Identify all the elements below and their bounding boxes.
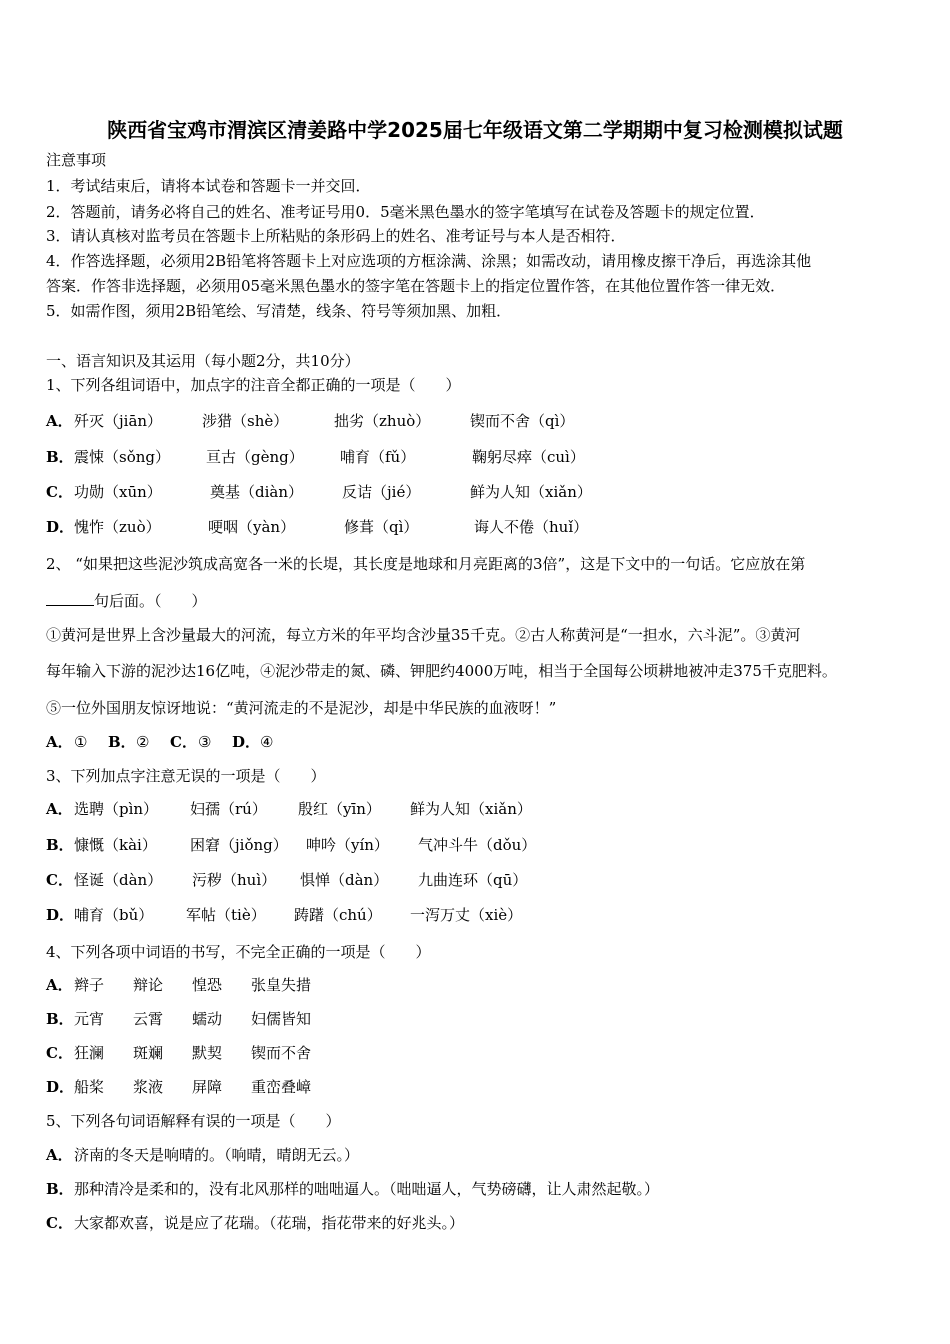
- notice-line: 3．请认真核对监考员在答题卡上所粘贴的条形码上的姓名、准考证号与本人是否相符．: [46, 227, 626, 245]
- section-heading: 一、语言知识及其运用（每小题2分，共10分）: [46, 352, 360, 370]
- option-label: A．: [46, 976, 73, 994]
- option-item: 妇儒皆知: [251, 1010, 312, 1028]
- option-item: 修葺（qì）: [344, 518, 419, 536]
- question-2-stem-cont: [46, 591, 207, 611]
- option-label: D．: [46, 906, 75, 924]
- option-item: 蠕动: [192, 1010, 223, 1028]
- notice-line: 5．如需作图，须用2B铅笔绘、写清楚，线条、符号等须加黑、加粗．: [46, 302, 512, 320]
- option-item: 震悚（sǒng）: [74, 448, 170, 466]
- question-5-stem: 5、下列各句词语解释有误的一项是（ ）: [46, 1112, 341, 1130]
- question-4-stem: 4、下列各项中词语的书写，不完全正确的一项是（ ）: [46, 943, 431, 961]
- option-item: 九曲连环（qū）: [418, 871, 528, 889]
- option-item: 诲人不倦（huǐ）: [474, 518, 589, 536]
- option-item: 涉猎（shè）: [202, 412, 289, 430]
- question-2-passage: 每年输入下游的泥沙达16亿吨，④泥沙带走的氮、磷、钾肥约4000万吨，相当于全国每公顷耕地被冲走375千克肥料。: [46, 662, 837, 680]
- option-label: A．: [46, 412, 73, 430]
- option-label: B．: [46, 1180, 74, 1198]
- option-item: 慷慨（kài）: [74, 836, 157, 854]
- option-item: 困窘（jiǒng）: [190, 836, 288, 854]
- option-label: B．: [46, 836, 74, 854]
- option-item: 军帖（tiè）: [186, 906, 266, 924]
- option-item: 默契: [192, 1044, 223, 1062]
- option-label: A．: [46, 800, 73, 818]
- option-item: 浆液: [133, 1078, 164, 1096]
- option-item: 选聘（pìn）: [74, 800, 159, 818]
- option-item: 惶恐: [192, 976, 223, 994]
- option-label: A．: [46, 1146, 73, 1164]
- question-2-stem: 2、 “如果把这些泥沙筑成高宽各一米的长堤，其长度是地球和月亮距离的3倍”，这是下文中的一句话。它应放在第: [46, 555, 806, 573]
- notice-line: 1．考试结束后，请将本试卷和答题卡一并交回．: [46, 177, 371, 195]
- question-2-passage: ⑤一位外国朋友惊讶地说：“黄河流走的不是泥沙，却是中华民族的血液呀！”: [46, 699, 557, 717]
- option-item: 元宵: [74, 1010, 105, 1028]
- option-item: 污秽（huì）: [192, 871, 277, 889]
- option-item: 张皇失措: [251, 976, 312, 994]
- option-item: 气冲斗牛（dǒu）: [418, 836, 537, 854]
- notice-heading: 注意事项: [46, 151, 107, 169]
- option-item: 踌躇（chú）: [294, 906, 382, 924]
- option-item: 狂澜: [74, 1044, 105, 1062]
- question-2-passage: ①黄河是世界上含沙量最大的河流，每立方米的年平均含沙量35千克。②古人称黄河是“一担水，六斗泥”。③黄河: [46, 626, 801, 644]
- notice-line: 答案．作答非选择题，必须用05毫米黑色墨水的签字笔在答题卡上的指定位置作答，在其他位置作答一律无效．: [46, 277, 786, 295]
- question-3-stem: 3、下列加点字注意无误的一项是（ ）: [46, 767, 326, 785]
- option-item: ①: [74, 733, 88, 751]
- option-label: C．: [170, 733, 197, 751]
- option-item: 鲜为人知（xiǎn）: [410, 800, 532, 818]
- option-item: 功勋（xūn）: [74, 483, 162, 501]
- option-label: B．: [46, 1010, 74, 1028]
- option-item: 辩论: [133, 976, 164, 994]
- option-item: 锲而不舍: [251, 1044, 312, 1062]
- option-item: 拙劣（zhuò）: [334, 412, 431, 430]
- option-item: 辫子: [74, 976, 105, 994]
- option-item: 妇孺（rú）: [190, 800, 267, 818]
- option-item: 惧惮（dàn）: [300, 871, 389, 889]
- option-item: 屏障: [192, 1078, 223, 1096]
- option-item: 哺育（bǔ）: [74, 906, 154, 924]
- option-item: 鲜为人知（xiǎn）: [470, 483, 592, 501]
- option-label: B．: [46, 448, 74, 466]
- option-label: B．: [108, 733, 136, 751]
- option-item: 船桨: [74, 1078, 105, 1096]
- question-2-stem-suffix: 句后面。（ ）: [94, 592, 207, 610]
- option-label: A．: [46, 733, 73, 751]
- option-item: ④: [260, 733, 274, 751]
- option-item: 那种清冷是柔和的，没有北风那样的咄咄逼人。（咄咄逼人，气势磅礴，让人肃然起敬。）: [74, 1180, 660, 1198]
- option-label: D．: [46, 1078, 75, 1096]
- answer-blank[interactable]: [46, 591, 94, 606]
- option-label: C．: [46, 1214, 73, 1232]
- option-label: C．: [46, 1044, 73, 1062]
- option-item: 一泻万丈（xiè）: [410, 906, 523, 924]
- option-item: 怪诞（dàn）: [74, 871, 163, 889]
- option-item: 歼灭（jiān）: [74, 412, 163, 430]
- notice-line: 4．作答选择题，必须用2B铅笔将答题卡上对应选项的方框涂满、涂黑；如需改动，请用橡皮擦干净后，再选涂其他: [46, 252, 812, 270]
- notice-line: 2．答题前，请务必将自己的姓名、准考证号用0．5毫米黑色墨水的签字笔填写在试卷及答题卡的规定位置．: [46, 203, 765, 221]
- option-item: 鞠躬尽瘁（cuì）: [472, 448, 585, 466]
- option-item: 呻吟（yín）: [306, 836, 389, 854]
- question-1-stem: 1、下列各组词语中，加点字的注音全都正确的一项是（ ）: [46, 376, 461, 394]
- option-label: D．: [46, 518, 75, 536]
- option-item: 哺育（fǔ）: [340, 448, 416, 466]
- option-item: 反诘（jié）: [342, 483, 421, 501]
- option-item: 云霄: [133, 1010, 164, 1028]
- option-label: C．: [46, 871, 73, 889]
- option-item: ②: [136, 733, 150, 751]
- option-item: 斑斓: [133, 1044, 164, 1062]
- option-label: D．: [232, 733, 261, 751]
- option-item: 亘古（gèng）: [206, 448, 304, 466]
- page-title: 陕西省宝鸡市渭滨区清姜路中学2025届七年级语文第二学期期中复习检测模拟试题: [107, 118, 843, 142]
- option-item: 大家都欢喜，说是应了花瑞。（花瑞，指花带来的好兆头。）: [74, 1214, 465, 1232]
- option-label: C．: [46, 483, 73, 501]
- option-item: 济南的冬天是响晴的。（响晴，晴朗无云。）: [74, 1146, 360, 1164]
- option-item: 奠基（diàn）: [210, 483, 304, 501]
- option-item: 重峦叠嶂: [251, 1078, 312, 1096]
- option-item: 锲而不舍（qì）: [470, 412, 575, 430]
- option-item: 愧怍（zuò）: [74, 518, 161, 536]
- option-item: 哽咽（yàn）: [208, 518, 296, 536]
- option-item: ③: [198, 733, 212, 751]
- option-item: 殷红（yīn）: [298, 800, 381, 818]
